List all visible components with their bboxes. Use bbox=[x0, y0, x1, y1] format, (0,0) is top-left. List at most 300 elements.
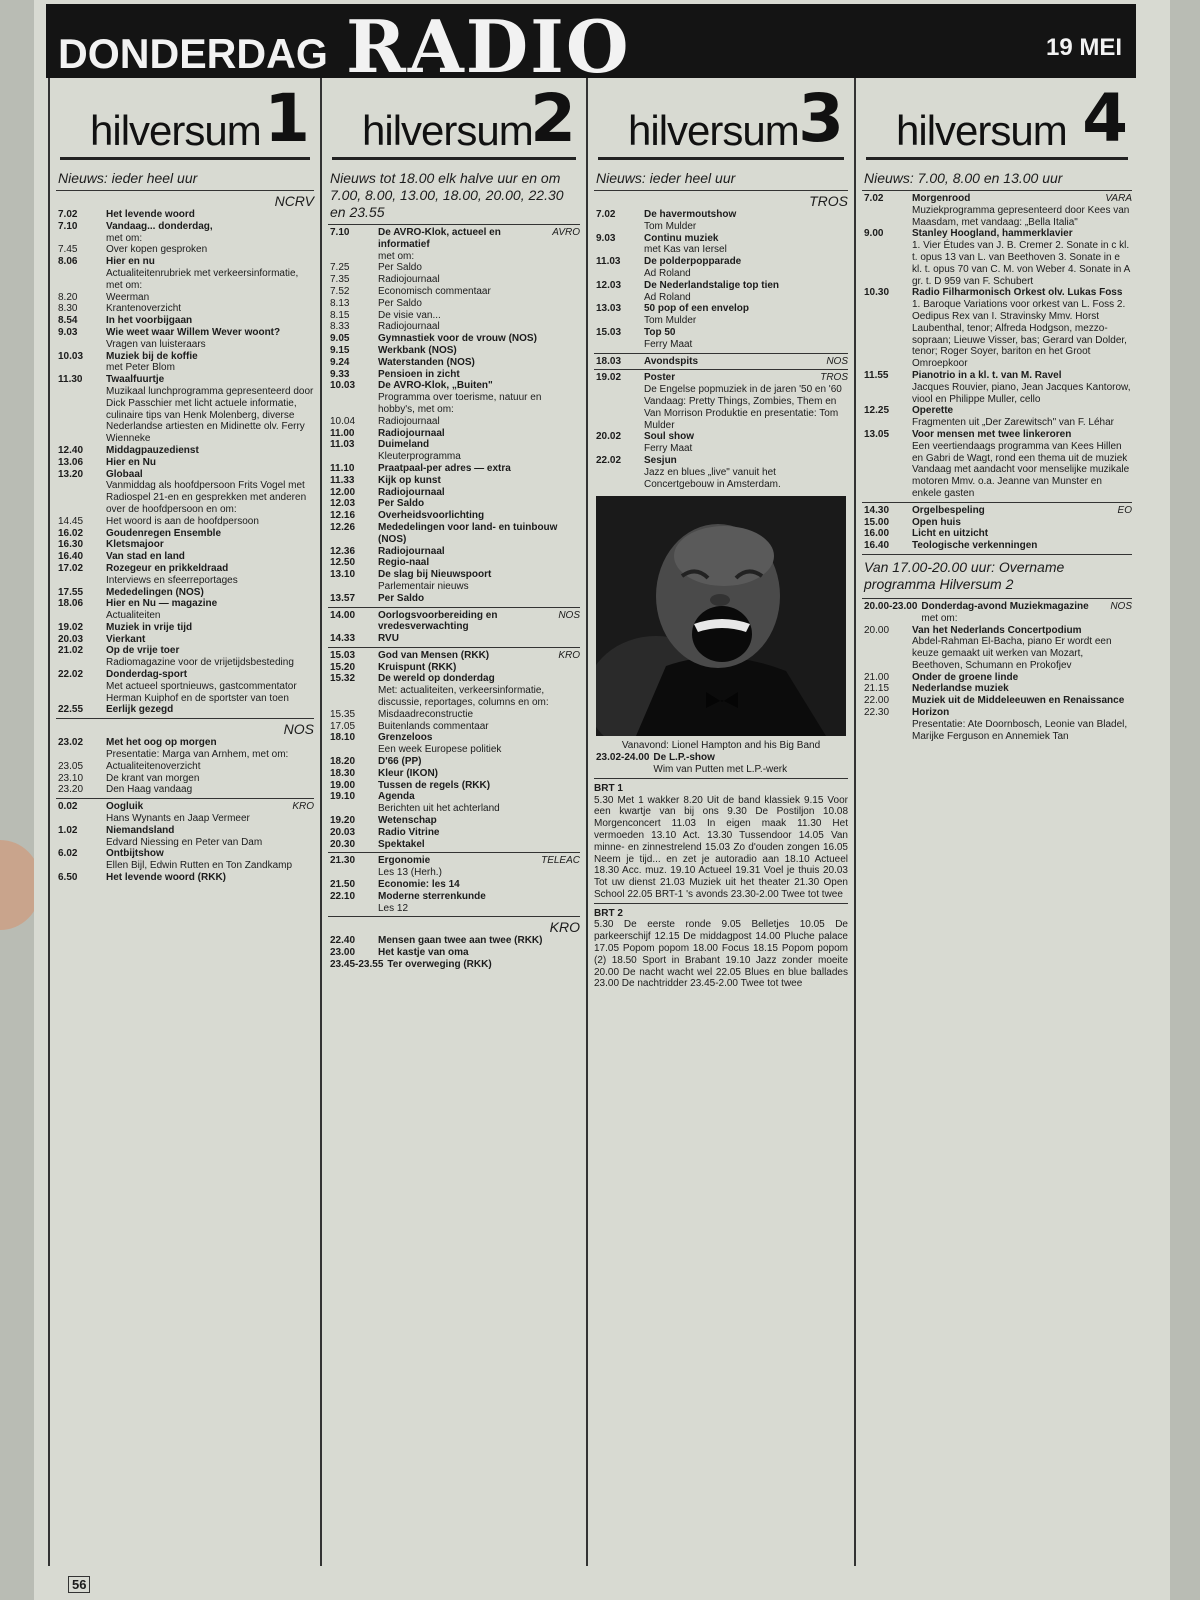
program-time: 15.35 bbox=[330, 708, 356, 720]
program-time: 21.30 bbox=[330, 855, 356, 867]
program-time: 6.50 bbox=[58, 872, 78, 884]
program-time: 13.57 bbox=[330, 592, 356, 604]
program-time: 12.36 bbox=[330, 545, 356, 557]
program-description: Actualiteiten bbox=[106, 610, 161, 622]
program-entry bbox=[328, 380, 580, 415]
program-entry bbox=[56, 563, 314, 587]
program-title: Grenzeloos bbox=[378, 732, 433, 744]
program-title: De krant van morgen bbox=[106, 772, 200, 784]
program-title: Spektakel bbox=[378, 838, 425, 850]
program-entry bbox=[56, 761, 314, 773]
program-description: Les 13 (Herh.) bbox=[378, 867, 442, 879]
program-entry bbox=[594, 356, 848, 368]
program-title: Ergonomie bbox=[378, 855, 431, 867]
program-entry bbox=[328, 756, 580, 768]
program-title: Kijk op kunst bbox=[378, 474, 441, 486]
program-title: Het levende woord (RKK) bbox=[106, 872, 227, 884]
program-title: Over kopen gesproken bbox=[106, 244, 208, 256]
program-entry bbox=[328, 428, 580, 440]
program-title: Licht en uitzicht bbox=[912, 528, 989, 540]
program-title: Het levende woord bbox=[106, 209, 195, 220]
program-time: 12.25 bbox=[864, 405, 890, 417]
program-entry bbox=[328, 780, 580, 792]
program-description: Les 12 bbox=[378, 902, 409, 914]
program-time: 19.00 bbox=[330, 779, 356, 791]
banner-day: DONDERDAG bbox=[58, 30, 328, 77]
divider bbox=[328, 607, 580, 608]
program-title: Op de vrije toer bbox=[106, 645, 180, 657]
program-entry bbox=[328, 593, 580, 605]
program-entry bbox=[328, 310, 580, 322]
broadcaster-label: TROS bbox=[809, 193, 848, 209]
program-title: Muziek in vrije tijd bbox=[106, 621, 193, 633]
broadcaster-label: NCRV bbox=[274, 193, 314, 209]
program-entry bbox=[56, 351, 314, 375]
program-description: Een veertiendaags programma van Kees Hillen en Gabri de Wagt, rond een thema uit de muziek Vandaag met aandacht voor menselijke muzikale motoren Mmv. o.a. Jeanne van Munster en enkele gasten bbox=[912, 440, 1130, 499]
program-title: Per Saldo bbox=[378, 498, 425, 510]
banner-date: 19 MEI bbox=[1045, 34, 1122, 61]
program-title: Van het Nederlands Concertpodium bbox=[912, 624, 1082, 636]
column-hilversum-3 bbox=[588, 78, 856, 1566]
program-title: In het voorbijgaan bbox=[106, 315, 193, 327]
program-entry bbox=[862, 228, 1132, 287]
program-time: 16.00 bbox=[864, 528, 890, 540]
program-title: Overheidsvoorlichting bbox=[378, 510, 485, 522]
program-time: 7.25 bbox=[330, 262, 350, 274]
program-title: Het woord is aan de hoofdpersoon bbox=[106, 515, 259, 527]
program-title: Regio-naal bbox=[378, 557, 430, 569]
program-time: 16.02 bbox=[58, 527, 84, 539]
program-time: 20.30 bbox=[330, 838, 356, 850]
program-entry bbox=[328, 721, 580, 733]
program-title: Middagpauzedienst bbox=[106, 444, 199, 456]
program-time: 23.10 bbox=[58, 772, 84, 784]
program-time: 21.00 bbox=[864, 671, 890, 683]
station-header bbox=[598, 78, 844, 160]
program-title: Rozegeur en prikkeldraad bbox=[106, 562, 229, 574]
program-entry bbox=[328, 557, 580, 569]
program-time: 17.02 bbox=[58, 562, 84, 574]
station-number: 2 bbox=[530, 80, 576, 157]
divider bbox=[328, 916, 580, 917]
program-entry bbox=[56, 209, 314, 221]
program-title: Hier en Nu bbox=[106, 456, 157, 468]
program-entry bbox=[56, 551, 314, 563]
program-title: Agenda bbox=[378, 791, 415, 803]
program-description: Vragen van luisteraars bbox=[106, 338, 206, 350]
program-title: Radiojournaal bbox=[378, 545, 445, 557]
program-description: Hans Wynants en Jaap Vermeer bbox=[106, 813, 250, 825]
program-entry bbox=[328, 662, 580, 674]
broadcaster-label: TELEAC bbox=[541, 855, 580, 867]
broadcaster-label: AVRO bbox=[552, 227, 580, 238]
program-description: Jacques Rouvier, piano, Jean Jacques Kantorow, viool en Philippe Muller, cello bbox=[912, 381, 1131, 405]
program-entry bbox=[56, 784, 314, 796]
program-description: Presentatie: Ate Doornbosch, Leonie van Bladel, Marijke Ferguson en Annemiek Tan bbox=[912, 718, 1128, 742]
program-time: 17.55 bbox=[58, 586, 84, 598]
program-title: Muziek uit de Middeleeuwen en Renaissance bbox=[912, 695, 1125, 707]
program-title: Nederlandse muziek bbox=[912, 683, 1009, 695]
program-entry bbox=[328, 475, 580, 487]
program-entry bbox=[328, 935, 580, 947]
program-time: 9.15 bbox=[330, 344, 350, 356]
program-entry bbox=[56, 221, 314, 245]
divider bbox=[594, 369, 848, 370]
program-title: Radiojournaal bbox=[378, 415, 440, 427]
program-time: 18.10 bbox=[330, 732, 356, 744]
program-title: Hier en nu bbox=[106, 256, 155, 268]
program-entry bbox=[328, 298, 580, 310]
station-name: hilversum bbox=[628, 107, 799, 154]
program-time: 20.03 bbox=[58, 633, 84, 645]
program-title: Donderdag-avond Muziekmagazine bbox=[921, 600, 1089, 612]
program-title: Den Haag vandaag bbox=[106, 784, 193, 796]
program-entry bbox=[56, 737, 314, 761]
station-number: 3 bbox=[798, 80, 844, 157]
program-time: 9.05 bbox=[330, 333, 350, 345]
program-title: Weerman bbox=[106, 291, 150, 303]
program-title: Krantenoverzicht bbox=[106, 303, 182, 315]
program-entry bbox=[328, 345, 580, 357]
program-entry bbox=[56, 704, 314, 716]
program-list bbox=[862, 193, 1132, 742]
program-title: De AVRO-Klok, actueel en informatief bbox=[378, 227, 501, 250]
program-title: Misdaadreconstructie bbox=[378, 708, 474, 720]
program-title: Eerlijk gezegd bbox=[106, 704, 174, 716]
broadcaster-label: KRO bbox=[549, 919, 580, 936]
divider bbox=[594, 778, 848, 779]
program-title: Mensen gaan twee aan twee (RKK) bbox=[378, 935, 543, 947]
program-title: De visie van... bbox=[378, 309, 441, 321]
program-time: 22.55 bbox=[58, 704, 84, 716]
program-time: 16.40 bbox=[58, 551, 84, 563]
news-schedule: Nieuws: ieder heel uur bbox=[594, 168, 848, 191]
program-time: 6.02 bbox=[58, 848, 78, 860]
program-title: Oogluik bbox=[106, 801, 144, 813]
program-time: 21.50 bbox=[330, 879, 356, 891]
program-time: 21.02 bbox=[58, 645, 84, 657]
brt2-section bbox=[594, 908, 848, 991]
program-title: Globaal bbox=[106, 468, 143, 480]
program-entry bbox=[594, 233, 848, 257]
program-title: Continu muziek bbox=[644, 232, 719, 244]
brt2-title: BRT 2 bbox=[594, 907, 623, 919]
program-time: 22.30 bbox=[864, 707, 890, 719]
singer-illustration bbox=[596, 496, 846, 736]
program-title: Tussen de regels (RKK) bbox=[378, 779, 491, 791]
program-time: 11.30 bbox=[58, 374, 83, 386]
program-time: 23.20 bbox=[58, 784, 84, 796]
program-title: De L.P.-show bbox=[653, 752, 715, 764]
program-description: Ellen Bijl, Edwin Rutten en Ton Zandkamp bbox=[106, 860, 293, 872]
program-time: 16.40 bbox=[864, 540, 890, 552]
program-description: Tom Mulder bbox=[644, 315, 697, 327]
program-entry bbox=[328, 791, 580, 815]
program-description: Fragmenten uit „Der Zarewitsch" van F. Léhar bbox=[912, 417, 1114, 429]
program-entry bbox=[862, 405, 1132, 429]
program-title: 50 pop of een envelop bbox=[644, 303, 750, 315]
program-title: Economisch commentaar bbox=[378, 285, 491, 297]
program-title: Oorlogsvoorbereiding en vredesverwachting bbox=[378, 609, 498, 633]
program-title: Per Saldo bbox=[378, 297, 422, 309]
station-number: 1 bbox=[264, 80, 310, 157]
program-entry bbox=[328, 522, 580, 546]
column-hilversum-2 bbox=[322, 78, 588, 1566]
program-entry bbox=[328, 321, 580, 333]
program-description: De Engelse popmuziek in de jaren '50 en '60 Vandaag: Pretty Things, Zombies, Them en Van Morrison Produktie en presentatie: Tom Mulder bbox=[644, 384, 842, 431]
brt2-schedule: 5.30 De eerste ronde 9.05 Belletjes 10.05 De parkeerschijf 12.15 De middagpost 14.00 Pluche palace 17.05 Popom popom 18.00 Focus 18.15 Popom popom (2) 18.50 Sport in Brabant 19.10 Jazz zonder moeite 20.00 De nacht wacht wel 22.05 Blues en blue ballades 23.00 De nachtridder 23.45-2.00 Twee tot twee bbox=[594, 919, 848, 990]
program-time: 23.45-23.55 bbox=[330, 959, 384, 971]
program-description: Tom Mulder bbox=[644, 220, 697, 232]
program-entry bbox=[56, 315, 314, 327]
broadcaster-label: VARA bbox=[1105, 193, 1132, 204]
program-description: Muziekprogramma gepresenteerd door Kees van Maasdam, met vandaag: „Bella Italia" bbox=[912, 204, 1130, 228]
program-entry bbox=[862, 672, 1132, 684]
program-time: 13.10 bbox=[330, 569, 356, 581]
program-entry bbox=[328, 416, 580, 428]
program-description: Met actueel sportnieuws, gastcommentator Herman Kuiphof en de sportster van toen bbox=[106, 680, 297, 704]
program-title: Kletsmajoor bbox=[106, 539, 164, 551]
program-time: 21.15 bbox=[864, 683, 890, 695]
program-time: 20.00 bbox=[864, 624, 890, 636]
program-description: 1. Baroque Variations voor orkest van L. Foss 2. Oedipus Rex van I. Stravinsky Mmv. Horst Laubenthal, tenor; Alfreda Hodgson, mezzo-sopraan; Lieuwe Visser, bas; Gerard van Dolder, tenor; Roger Soyer, bariton en het Groot Omroepkoor bbox=[912, 299, 1127, 370]
program-title: Radiojournaal bbox=[378, 321, 440, 333]
program-time: 23.00 bbox=[330, 947, 356, 959]
program-entry bbox=[56, 256, 314, 291]
program-time: 23.02 bbox=[58, 737, 84, 749]
divider bbox=[862, 554, 1132, 555]
program-entry bbox=[862, 287, 1132, 370]
program-title: De AVRO-Klok, „Buiten" bbox=[378, 380, 493, 392]
brt1-title: BRT 1 bbox=[594, 782, 623, 794]
program-time: 17.05 bbox=[330, 720, 356, 732]
program-list-late bbox=[594, 752, 848, 776]
program-time: 8.30 bbox=[58, 303, 78, 315]
program-time: 18.06 bbox=[58, 598, 84, 610]
photo-caption: Vanavond: Lionel Hampton and his Big Band bbox=[621, 740, 821, 752]
program-time: 14.30 bbox=[864, 504, 890, 516]
program-time: 7.02 bbox=[596, 209, 616, 220]
program-time: 7.10 bbox=[58, 220, 78, 232]
broadcaster-label: KRO bbox=[558, 649, 580, 661]
program-entry bbox=[862, 429, 1132, 500]
program-time: 10.04 bbox=[330, 415, 356, 427]
program-entry bbox=[56, 587, 314, 599]
program-title: Open huis bbox=[912, 516, 961, 528]
program-entry bbox=[862, 517, 1132, 529]
broadcaster-label: NOS bbox=[558, 609, 580, 621]
program-time: 8.06 bbox=[58, 256, 78, 268]
program-title: Radiojournaal bbox=[378, 274, 440, 286]
program-description: Programma over toerisme, natuur en hobby's, met om: bbox=[378, 392, 542, 415]
program-description: Vanmiddag als hoofdpersoon Frits Vogel met Radiospel 21-en en gesprekken met anderen over de hoofdpersoon en om: bbox=[106, 480, 307, 515]
program-time: 12.03 bbox=[330, 498, 356, 510]
program-entry bbox=[328, 333, 580, 345]
program-entry bbox=[328, 709, 580, 721]
program-time: 15.20 bbox=[330, 661, 356, 673]
program-entry bbox=[56, 516, 314, 528]
program-time: 7.35 bbox=[330, 274, 350, 286]
program-time: 11.33 bbox=[330, 474, 355, 486]
program-entry bbox=[594, 372, 848, 431]
program-entry bbox=[594, 209, 848, 233]
program-entry bbox=[328, 633, 580, 645]
program-title: Niemandsland bbox=[106, 824, 175, 836]
program-entry bbox=[328, 839, 580, 851]
program-entry bbox=[862, 683, 1132, 695]
program-title: Twaalfuurtje bbox=[106, 374, 165, 386]
program-time: 23.02-24.00 bbox=[596, 752, 650, 764]
program-title: Pensioen in zicht bbox=[378, 368, 460, 380]
program-title: Vierkant bbox=[106, 633, 146, 645]
program-entry bbox=[328, 947, 580, 959]
program-entry bbox=[594, 303, 848, 327]
program-entry bbox=[56, 598, 314, 622]
program-entry bbox=[594, 256, 848, 280]
program-entry bbox=[56, 374, 314, 445]
program-list bbox=[594, 193, 848, 490]
program-title: Actualiteitenoverzicht bbox=[106, 760, 201, 772]
program-title: Onder de groene linde bbox=[912, 671, 1019, 683]
program-entry bbox=[328, 274, 580, 286]
program-title: Praatpaal-per adres — extra bbox=[378, 462, 511, 474]
program-time: 23.05 bbox=[58, 760, 84, 772]
news-schedule: Nieuws: 7.00, 8.00 en 13.00 uur bbox=[862, 168, 1132, 191]
program-time: 7.10 bbox=[330, 227, 350, 238]
divider bbox=[862, 598, 1132, 599]
program-entry bbox=[594, 431, 848, 455]
program-title: Soul show bbox=[644, 431, 694, 443]
program-entry bbox=[328, 498, 580, 510]
program-time: 13.05 bbox=[864, 428, 890, 440]
program-description: Abdel-Rahman El-Bacha, piano Er wordt een keuze gemaakt uit werken van Mozart, Beethoven, Schumann en Prokofjev bbox=[912, 636, 1112, 671]
program-title: Buitenlands commentaar bbox=[378, 720, 489, 732]
station-name: hilversum bbox=[362, 107, 533, 154]
program-time: 11.03 bbox=[330, 439, 355, 451]
program-time: 22.40 bbox=[330, 935, 356, 947]
page-banner bbox=[46, 4, 1136, 89]
program-entry bbox=[56, 825, 314, 849]
program-time: 13.06 bbox=[58, 456, 84, 468]
program-title: Wie weet waar Willem Wever woont? bbox=[106, 326, 281, 338]
program-description: Actualiteitenrubriek met verkeersinformatie, met om: bbox=[106, 267, 299, 291]
program-title: God van Mensen (RKK) bbox=[378, 649, 490, 661]
program-description: Interviews en sfeerreportages bbox=[106, 574, 238, 586]
program-entry bbox=[56, 645, 314, 669]
program-title: Moderne sterrenkunde bbox=[378, 890, 486, 902]
program-title: Ontbijtshow bbox=[106, 848, 164, 860]
program-title: Mededelingen (NOS) bbox=[106, 586, 204, 598]
divider bbox=[594, 353, 848, 354]
program-time: 9.00 bbox=[864, 228, 884, 240]
program-description: Parlementair nieuws bbox=[378, 580, 469, 592]
program-title: Gymnastiek voor de vrouw (NOS) bbox=[378, 333, 537, 345]
program-time: 11.10 bbox=[330, 462, 355, 474]
program-time: 9.03 bbox=[596, 232, 616, 244]
program-entry bbox=[328, 650, 580, 662]
schedule-note: Van 17.00-20.00 uur: Overname programma Hilversum 2 bbox=[864, 558, 1065, 592]
broadcaster-label: EO bbox=[1117, 504, 1132, 516]
program-entry bbox=[862, 695, 1132, 707]
program-entry bbox=[56, 445, 314, 457]
program-title: Wetenschap bbox=[378, 815, 437, 827]
program-entry bbox=[328, 855, 580, 879]
program-entry bbox=[56, 469, 314, 516]
program-title: Kruispunt (RKK) bbox=[378, 661, 457, 673]
program-title: Orgelbespeling bbox=[912, 504, 985, 516]
program-time: 18.03 bbox=[596, 355, 622, 367]
program-time: 12.40 bbox=[58, 444, 84, 456]
station-header bbox=[332, 78, 576, 160]
program-entry bbox=[328, 673, 580, 708]
program-columns bbox=[48, 78, 1136, 1566]
program-time: 15.03 bbox=[330, 649, 356, 661]
program-time: 13.03 bbox=[596, 303, 622, 315]
program-title: Radiojournaal bbox=[378, 427, 445, 439]
program-time: 15.00 bbox=[864, 516, 890, 528]
divider bbox=[56, 718, 314, 719]
program-time: 12.03 bbox=[596, 279, 622, 291]
program-time: 19.10 bbox=[330, 791, 356, 803]
program-title: De slag bij Nieuwspoort bbox=[378, 569, 492, 581]
program-list bbox=[56, 193, 314, 884]
program-title: Radiojournaal bbox=[378, 486, 445, 498]
program-description: Ferry Maat bbox=[644, 443, 693, 455]
program-title: Donderdag-sport bbox=[106, 669, 188, 681]
program-entry bbox=[56, 669, 314, 704]
program-time: 8.13 bbox=[330, 297, 350, 309]
program-time: 8.15 bbox=[330, 309, 350, 321]
program-title: De polderpopparade bbox=[644, 256, 742, 268]
program-title: Muziek bij de koffie bbox=[106, 350, 198, 362]
program-title: Met het oog op morgen bbox=[106, 737, 217, 749]
program-description: Jazz en blues „live" vanuit het Concertgebouw in Amsterdam. bbox=[644, 466, 781, 490]
program-entry bbox=[56, 773, 314, 785]
program-description: Ad Roland bbox=[644, 291, 691, 303]
program-description: Ad Roland bbox=[644, 267, 691, 279]
divider bbox=[594, 903, 848, 904]
program-title: Sesjun bbox=[644, 454, 677, 466]
program-time: 13.20 bbox=[58, 468, 84, 480]
program-description: Muzikaal lunchprogramma gepresenteerd door Dick Passchier met licht actuele informatie, culinaire tips van Henk Molenberg, diverse Nederlandse artiesten en Midinette olv. Ferry Wienneke bbox=[106, 385, 314, 445]
program-title: Hier en Nu — magazine bbox=[106, 598, 218, 610]
broadcaster-label: KRO bbox=[292, 801, 314, 813]
program-time: 16.30 bbox=[58, 539, 84, 551]
program-title: RVU bbox=[378, 633, 399, 645]
program-time: 22.00 bbox=[864, 695, 890, 707]
program-title: Voor mensen met twee linkeroren bbox=[912, 428, 1072, 440]
program-entry bbox=[56, 457, 314, 469]
program-entry bbox=[862, 505, 1132, 517]
column-hilversum-1 bbox=[50, 78, 322, 1566]
program-title: Radio Filharmonisch Orkest olv. Lukas Foss bbox=[912, 287, 1123, 299]
program-time: 22.02 bbox=[58, 669, 84, 681]
program-entry bbox=[56, 327, 314, 351]
program-time: 19.20 bbox=[330, 815, 356, 827]
program-entry bbox=[56, 848, 314, 872]
program-description: met om: bbox=[106, 232, 143, 244]
program-time: 12.00 bbox=[330, 486, 356, 498]
program-description: Berichten uit het achterland bbox=[378, 803, 500, 815]
station-name: hilversum bbox=[896, 107, 1067, 154]
program-entry bbox=[862, 193, 1132, 228]
program-title: Ter overweging (RKK) bbox=[387, 959, 492, 971]
program-entry bbox=[594, 280, 848, 304]
program-title: Per Saldo bbox=[378, 262, 422, 274]
divider bbox=[56, 798, 314, 799]
broadcaster-label: NOS bbox=[1110, 600, 1132, 612]
program-time: 7.45 bbox=[58, 244, 78, 256]
